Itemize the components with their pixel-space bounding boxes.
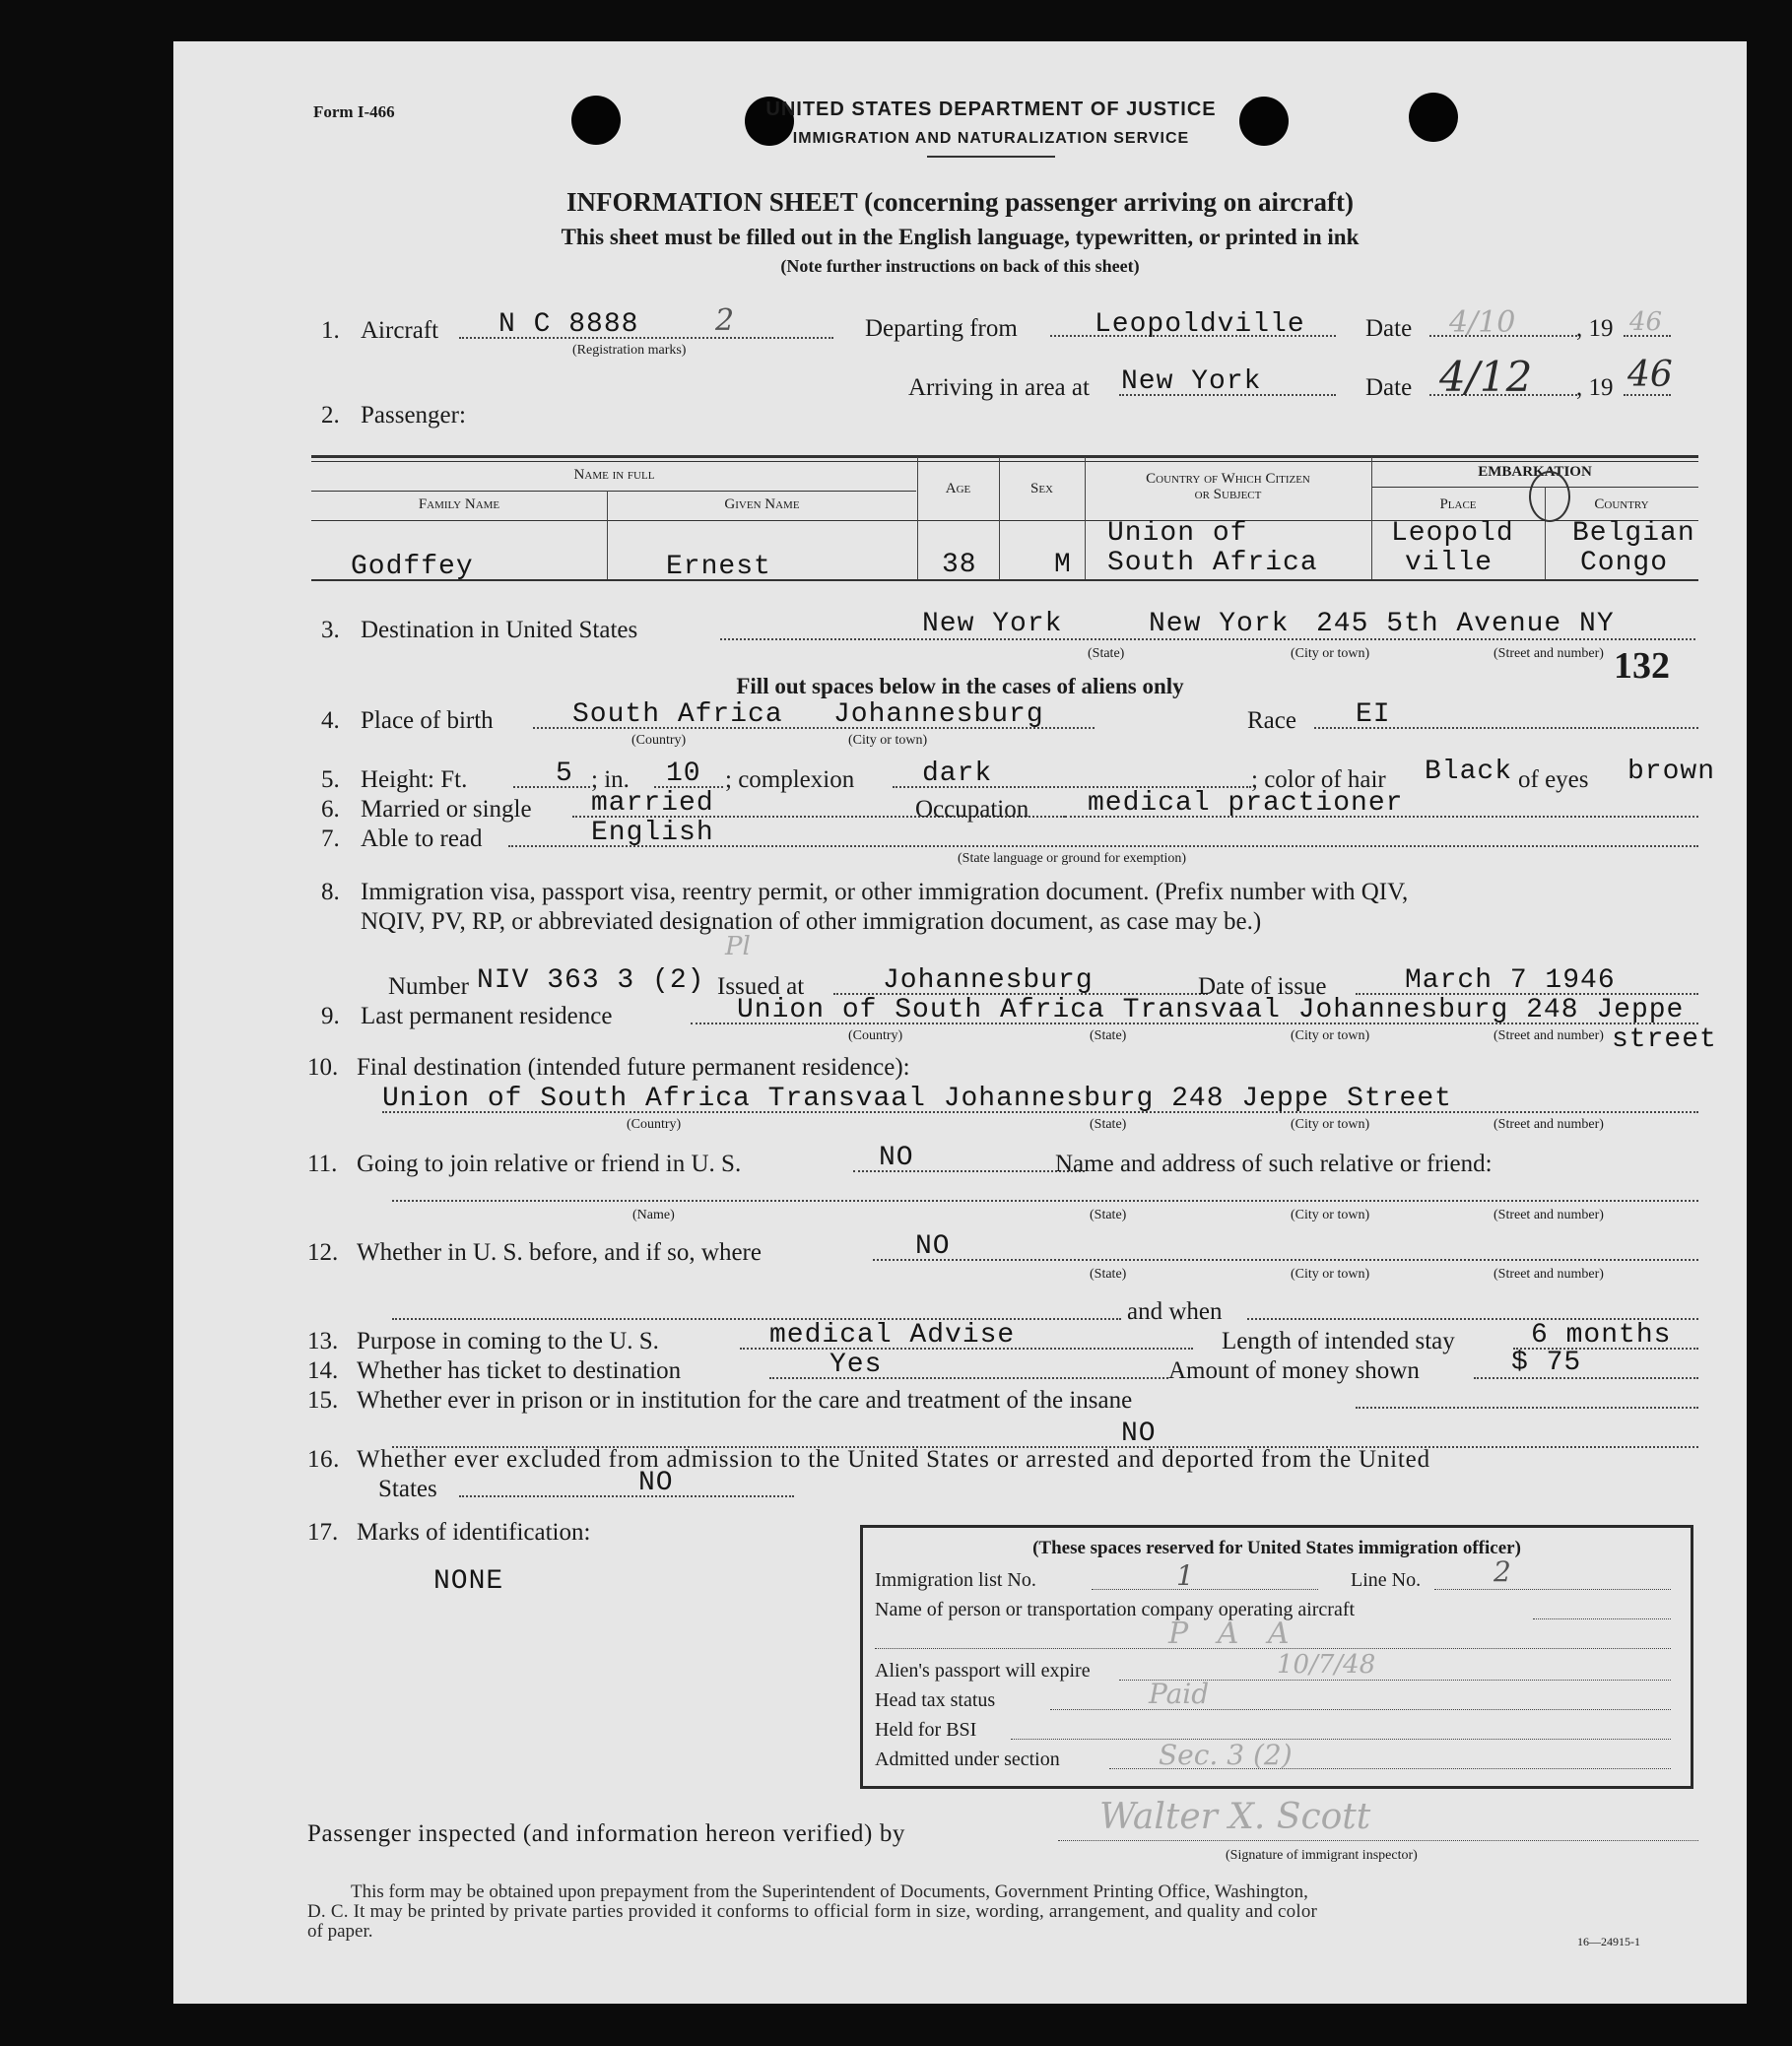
th-country-citizen: Country of Which Citizen <box>1146 471 1310 487</box>
residence-label: Last permanent residence <box>361 1003 613 1029</box>
th-age: Age <box>945 481 971 496</box>
excluded-label-2: States <box>378 1476 437 1502</box>
married-label: Married or single <box>361 796 532 823</box>
item10-number: 10. <box>307 1054 339 1081</box>
admitted-value: Sec. 3 (2) <box>1159 1739 1293 1771</box>
purpose-label: Purpose in coming to the U. S. <box>357 1328 659 1354</box>
officer-box <box>860 1525 1693 1789</box>
note-line: (Note further instructions on back of this sheet) <box>780 256 1140 276</box>
arriving-value: New York <box>1121 366 1262 397</box>
item8-number: 8. <box>321 879 340 905</box>
stamp-number: 132 <box>1614 645 1670 687</box>
company-value: P A A <box>1168 1617 1299 1651</box>
item4-number: 4. <box>321 707 340 734</box>
us-before-value: NO <box>915 1231 951 1262</box>
caption-res-city: (City or town) <box>1291 1028 1370 1043</box>
th-country: Country <box>1594 496 1649 512</box>
marks-value: NONE <box>433 1566 504 1597</box>
visa-number: NIV 363 3 (2) <box>477 965 705 996</box>
aircraft-handwritten: 2 <box>715 303 735 338</box>
married-value: married <box>591 788 714 819</box>
caption-birth-city: (City or town) <box>848 733 928 748</box>
punch-hole <box>1239 97 1289 146</box>
bsi-label: Held for BSI <box>875 1719 977 1741</box>
inspection-label: Passenger inspected (and information hereon verified) by <box>307 1820 906 1847</box>
page-title <box>173 187 1747 218</box>
caption-res-state: (State) <box>1090 1028 1127 1043</box>
ticket-value: Yes <box>830 1350 883 1380</box>
td-given: Ernest <box>666 552 771 582</box>
complexion-label: ; complexion <box>725 766 855 793</box>
arrive-date: 4/12 <box>1439 353 1533 401</box>
form-number: Form I-466 <box>313 102 395 121</box>
company-label: Name of person or transportation company operating aircraft <box>875 1599 1356 1620</box>
caption-rel-city: (City or town) <box>1291 1208 1370 1222</box>
issued-at-label: Issued at <box>717 973 805 1000</box>
department-name: UNITED STATES DEPARTMENT OF JUSTICE <box>765 99 1217 120</box>
th-family-name: Family Name <box>418 496 500 512</box>
caption-final-country: (Country) <box>627 1117 682 1132</box>
race-label: Race <box>1247 707 1296 734</box>
read-value: English <box>591 818 714 848</box>
arrive-year: 46 <box>1627 355 1673 395</box>
read-caption: (State language or ground for exemption) <box>958 851 1187 866</box>
departing-value: Leopoldville <box>1095 309 1305 340</box>
purpose-value: medical Advise <box>769 1320 1016 1351</box>
race-value: EI <box>1356 699 1391 730</box>
item12-number: 12. <box>307 1239 339 1266</box>
depart-date: 4/10 <box>1449 305 1516 340</box>
circle-mark <box>1529 471 1570 522</box>
item14-number: 14. <box>307 1357 339 1384</box>
passenger-label: Passenger: <box>361 402 466 429</box>
caption-city: (City or town) <box>1291 646 1370 661</box>
item6-number: 6. <box>321 796 340 823</box>
th-given-name: Given Name <box>724 496 800 512</box>
header-rule <box>927 156 1055 158</box>
hair-value: Black <box>1425 757 1513 787</box>
th-name-in-full: Name in full <box>573 467 655 483</box>
height-label: Height: Ft. <box>361 766 468 793</box>
registration-caption: (Registration marks) <box>572 343 687 358</box>
td-sex: M <box>1054 550 1072 580</box>
td-family: Godffey <box>351 552 474 582</box>
aircraft-label: Aircraft <box>361 317 439 344</box>
title-main: INFORMATION SHEET <box>566 187 858 217</box>
hair-label: ; color of hair <box>1251 766 1386 793</box>
eyes-value: brown <box>1627 757 1716 787</box>
arrive-year-prefix: , 19 <box>1576 374 1614 401</box>
height-ft: 5 <box>556 759 573 789</box>
passport-expire-value: 10/7/48 <box>1277 1650 1376 1680</box>
signature-caption: (Signature of immigrant inspector) <box>1226 1848 1418 1863</box>
arriving-label: Arriving in area at <box>908 374 1090 401</box>
item13-number: 13. <box>307 1328 339 1354</box>
caption-res-street: (Street and number) <box>1493 1028 1604 1043</box>
excluded-label: Whether ever excluded from admission to the United States or arrested and deported from the United <box>357 1446 1430 1473</box>
inspector-signature: Walter X. Scott <box>1099 1797 1371 1837</box>
birth-label: Place of birth <box>361 707 494 734</box>
prison-value: NO <box>1121 1419 1157 1449</box>
residence-value-2: street <box>1612 1024 1717 1055</box>
residence-value: Union of South Africa Transvaal Johannesburg 248 Jeppe <box>737 995 1685 1025</box>
issue-date-value: March 7 1946 <box>1405 965 1616 996</box>
instruction-line: This sheet must be filled out in the English language, typewritten, or printed in ink <box>561 225 1360 249</box>
head-tax-label: Head tax status <box>875 1689 996 1711</box>
caption-final-state: (State) <box>1090 1117 1127 1132</box>
marks-label: Marks of identification: <box>357 1519 591 1546</box>
depart-year: 46 <box>1629 307 1663 337</box>
item16-number: 16. <box>307 1446 340 1473</box>
destination-city: New York <box>1149 609 1290 639</box>
caption-street: (Street and number) <box>1493 646 1604 661</box>
visa-text-2: NQIV, PV, RP, or abbreviated designation of other immigration document, as case may be.) <box>361 908 1262 935</box>
destination-state: New York <box>922 609 1063 639</box>
item11-number: 11. <box>307 1151 338 1177</box>
form-sheet <box>173 41 1747 2004</box>
height-in-label: ; in. <box>591 766 630 793</box>
caption-rel-name: (Name) <box>632 1208 675 1222</box>
line-no-label: Line No. <box>1351 1569 1422 1591</box>
us-before-label: Whether in U. S. before, and if so, where <box>357 1239 762 1266</box>
depart-date-label: Date <box>1365 315 1413 342</box>
occupation-value: medical practioner <box>1088 788 1404 819</box>
footer-code: 16—24915-1 <box>1577 1935 1640 1948</box>
occupation-label: Occupation <box>915 796 1029 823</box>
aircraft-value: N C 8888 <box>498 309 639 340</box>
line-no-value: 2 <box>1493 1555 1511 1588</box>
head-tax-value: Paid <box>1149 1678 1210 1710</box>
item5-number: 5. <box>321 766 340 793</box>
list-no-label: Immigration list No. <box>875 1569 1036 1591</box>
money-value: $ 75 <box>1511 1348 1582 1378</box>
td-citizen-1: Union of <box>1107 518 1248 549</box>
td-citizen-2: South Africa <box>1107 548 1318 578</box>
item3-number: 3. <box>321 617 340 643</box>
item1-number: 1. <box>321 317 340 344</box>
footer-line-1: This form may be obtained upon prepayment from the Superintendent of Documents, Government Printing Office, Washington, <box>351 1881 1308 1902</box>
footer-line-3: of paper. <box>307 1921 373 1942</box>
title-sub: (concerning passenger arriving on aircraft) <box>864 187 1354 217</box>
final-destination-value: Union of South Africa Transvaal Johannesburg 248 Jeppe Street <box>382 1084 1452 1114</box>
passport-expire-label: Alien's passport will expire <box>875 1660 1091 1682</box>
issue-date-label: Date of issue <box>1198 973 1327 1000</box>
td-age: 38 <box>942 550 977 580</box>
footer-line-2: D. C. It may be printed by private parties provided it conforms to official form in size, wording, arrangement, and quality and color <box>307 1901 1318 1922</box>
ticket-label: Whether has ticket to destination <box>357 1357 682 1384</box>
td-country-1: Belgian <box>1572 518 1695 549</box>
td-country-2: Congo <box>1580 548 1669 578</box>
visa-handwritten-note: Pl <box>725 932 751 961</box>
caption-res-country: (Country) <box>848 1028 903 1043</box>
stay-value: 6 months <box>1531 1320 1672 1351</box>
caption-final-street: (Street and number) <box>1493 1117 1604 1132</box>
admitted-label: Admitted under section <box>875 1749 1060 1770</box>
service-name: IMMIGRATION AND NATURALIZATION SERVICE <box>792 130 1190 147</box>
td-place-1: Leopold <box>1391 518 1514 549</box>
th-sex: Sex <box>1029 481 1053 496</box>
td-place-2: ville <box>1405 548 1493 578</box>
caption-rel-street: (Street and number) <box>1493 1208 1604 1222</box>
item17-number: 17. <box>307 1519 339 1546</box>
prison-label: Whether ever in prison or in institution for the care and treatment of the insane <box>357 1387 1133 1414</box>
item7-number: 7. <box>321 825 340 852</box>
caption-final-city: (City or town) <box>1291 1117 1370 1132</box>
depart-year-prefix: , 19 <box>1576 315 1614 342</box>
visa-number-label: Number <box>388 973 469 1000</box>
destination-street: 245 5th Avenue NY <box>1316 609 1615 639</box>
issued-at-value: Johannesburg <box>883 965 1094 996</box>
caption-before-street: (Street and number) <box>1493 1267 1604 1282</box>
th-country-citizen-2: or Subject <box>1194 487 1262 502</box>
punch-hole <box>1409 93 1458 142</box>
officer-box-header: (These spaces reserved for United States immigration officer) <box>1032 1538 1521 1558</box>
money-label: Amount of money shown <box>1168 1357 1420 1384</box>
birth-city: Johannesburg <box>833 699 1044 730</box>
caption-rel-state: (State) <box>1090 1208 1127 1222</box>
punch-hole <box>571 96 621 145</box>
birth-country: South Africa <box>572 699 783 730</box>
arrive-date-label: Date <box>1365 374 1413 401</box>
visa-text-1: Immigration visa, passport visa, reentry permit, or other immigration document. (Prefix number with QIV, <box>361 879 1409 905</box>
join-relative-label: Going to join relative or friend in U. S. <box>357 1151 742 1177</box>
eyes-label: of eyes <box>1518 766 1589 793</box>
read-label: Able to read <box>361 825 483 852</box>
aliens-only-heading: Fill out spaces below in the cases of aliens only <box>736 674 1184 698</box>
height-in: 10 <box>666 759 701 789</box>
complexion-value: dark <box>922 759 993 789</box>
final-destination-label: Final destination (intended future permanent residence): <box>357 1054 910 1081</box>
caption-before-city: (City or town) <box>1291 1267 1370 1282</box>
and-when-label: and when <box>1127 1298 1223 1325</box>
caption-birth-country: (Country) <box>631 733 687 748</box>
caption-state: (State) <box>1088 646 1125 661</box>
th-place: Place <box>1439 496 1477 512</box>
join-relative-value: NO <box>879 1143 914 1173</box>
item2-number: 2. <box>321 402 340 429</box>
stay-label: Length of intended stay <box>1222 1328 1455 1354</box>
caption-before-state: (State) <box>1090 1267 1127 1282</box>
name-address-label: Name and address of such relative or friend: <box>1055 1151 1493 1177</box>
list-no-value: 1 <box>1176 1559 1194 1592</box>
departing-label: Departing from <box>865 315 1018 342</box>
item9-number: 9. <box>321 1003 340 1029</box>
excluded-value: NO <box>638 1468 674 1498</box>
item15-number: 15. <box>307 1387 339 1414</box>
destination-label: Destination in United States <box>361 617 638 643</box>
th-embarkation: EMBARKATION <box>1478 464 1592 480</box>
